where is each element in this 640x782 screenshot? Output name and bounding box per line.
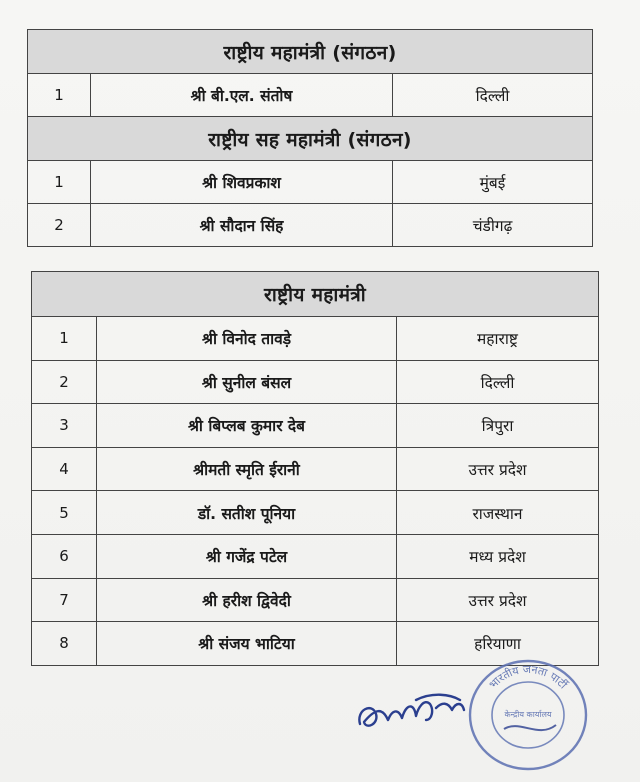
person-name: श्री हरीश द्विवेदी [97,578,397,622]
state-name: मध्य प्रदेश [397,534,599,578]
state-name: उत्तर प्रदेश [397,447,599,491]
row-number: 1 [32,317,97,361]
party-seal-stamp [464,655,592,773]
section-heading: राष्ट्रीय महामंत्री (संगठन) [28,30,593,74]
row-number: 4 [32,447,97,491]
state-name: महाराष्ट्र [397,317,599,361]
row-number: 5 [32,491,97,535]
row-number: 2 [32,360,97,404]
person-name: श्री संजय भाटिया [97,622,397,666]
state-name: उत्तर प्रदेश [397,578,599,622]
person-name: श्री गजेंद्र पटेल [97,534,397,578]
person-name: श्रीमती स्मृति ईरानी [97,447,397,491]
state-name: त्रिपुरा [397,404,599,448]
row-number: 1 [28,161,91,204]
row-number: 3 [32,404,97,448]
table-row [32,447,599,491]
section-heading: राष्ट्रीय सह महामंत्री (संगठन) [28,117,593,161]
table-row [32,491,599,535]
table-row [32,317,599,361]
table-row [28,161,593,204]
state-name: मुंबई [393,161,593,204]
person-name: श्री विनोद तावड़े [97,317,397,361]
table-row [32,360,599,404]
table-row [32,404,599,448]
person-name: श्री शिवप्रकाश [91,161,393,204]
state-name: चंडीगढ़ [393,204,593,247]
seal-center-text: केन्द्रीय कार्यालय [504,710,552,719]
section-heading: राष्ट्रीय महामंत्री [32,272,599,317]
state-name: राजस्थान [397,491,599,535]
table-row [32,578,599,622]
signature [352,680,472,740]
table-row [28,74,593,117]
seal-top-text: भारतीय जनता पार्टी [486,662,570,692]
person-name: श्री सौदान सिंह [91,204,393,247]
row-number: 2 [28,204,91,247]
organisation-table [27,29,593,247]
table-row [28,204,593,247]
state-name: दिल्ली [393,74,593,117]
table-row [32,534,599,578]
state-name: हरियाणा [397,622,599,666]
state-name: दिल्ली [397,360,599,404]
person-name: श्री बिप्लब कुमार देब [97,404,397,448]
row-number: 6 [32,534,97,578]
person-name: श्री सुनील बंसल [97,360,397,404]
row-number: 1 [28,74,91,117]
row-number: 7 [32,578,97,622]
general-secretaries-table [31,271,599,666]
person-name: डॉ. सतीश पूनिया [97,491,397,535]
person-name: श्री बी.एल. संतोष [91,74,393,117]
row-number: 8 [32,622,97,666]
